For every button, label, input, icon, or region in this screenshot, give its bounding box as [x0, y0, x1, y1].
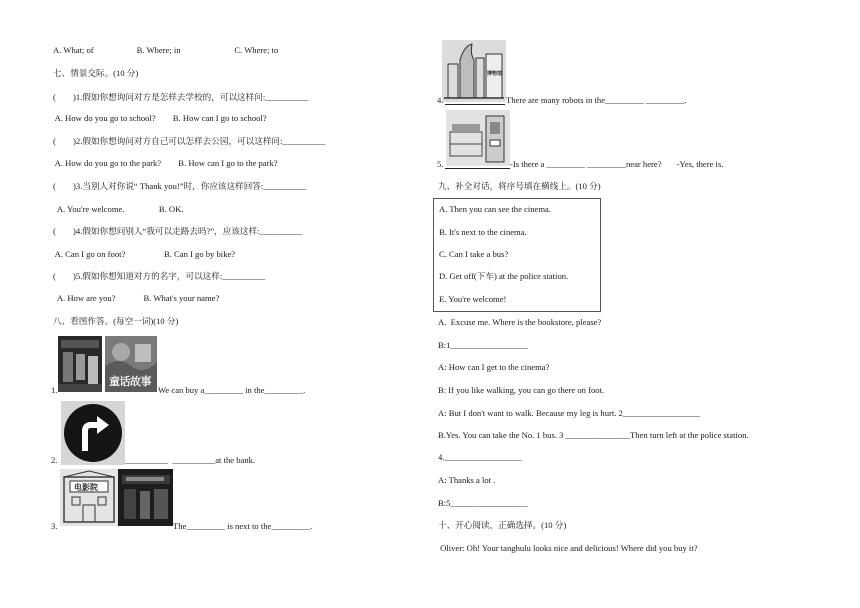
store-photo — [58, 336, 102, 392]
section7-title: 七、情景交际。(10 分) — [53, 68, 139, 78]
dialog-line-6: B.Yes. You can take the No. 1 bus. 3 _______________Then turn left at the police station. — [438, 430, 749, 440]
q7-4: ( )4.假如你想问别人“我可以走路去吗?”，应该这样:__________ — [53, 226, 303, 236]
q6-options: A. What; of B. Where; in C. Where; to — [53, 45, 279, 55]
dialog-line-4: B: If you like walking, you can go there on foot. — [438, 385, 605, 395]
dialog-line-8: A: Thanks a lot . — [438, 475, 496, 485]
dialog-line-1: A. Excuse me. Where is the bookstore, please? — [438, 317, 602, 327]
dialog-line-9: B:5__________________ — [438, 498, 528, 508]
picture-5-sentence: -Is there a _________ _________near here? -Yes, there is. — [510, 159, 724, 169]
option-a: A. Then you can see the cinema. — [439, 204, 551, 214]
turn-right-sign — [61, 401, 125, 465]
reading-line: Oliver: Oh! Your tanghulu looks nice and delicious! Where did you buy it? — [438, 543, 698, 553]
picture-5-blank — [445, 168, 510, 169]
dialog-line-5: A: But I don't want to walk. Because my leg is hurt. 2__________________ — [438, 408, 701, 418]
section10-title: 十、开心阅读，正确选择。(10 分) — [438, 520, 567, 530]
section9-title: 九、补全对话，将序号填在横线上。(10 分) — [438, 181, 601, 191]
q7-2: ( )2.假如你想询问对方自己可以怎样去公园，可以这样问:__________ — [53, 136, 326, 146]
picture-2-number: 2. — [51, 455, 58, 465]
picture-3-sentence: The_________ is next to the_________. — [173, 521, 313, 531]
option-d: D. Get off(下车) at the police station. — [439, 271, 569, 281]
q7-1-options: A. How do you go to school? B. How can I go to school? — [53, 113, 267, 123]
turn-right-arrow-icon — [61, 401, 125, 465]
dialog-line-7: 4.__________________ — [438, 452, 522, 462]
q7-1: ( )1.假如你想询问对方是怎样去学校的，可以这样问:__________ — [53, 92, 309, 102]
cinema-drawing — [60, 469, 118, 526]
q7-5-options: A. How are you? B. What's your name? — [53, 293, 220, 303]
picture-1-number: 1. — [51, 385, 58, 395]
q7-4-options: A. Can I go on foot? B. Can I go by bike? — [53, 249, 236, 259]
picture-1-sentence: We can buy a_________ in the_________. — [158, 385, 306, 395]
museum-drawing — [442, 40, 506, 102]
q7-3-options: A. You're welcome. B. OK. — [53, 204, 184, 214]
q7-2-options: A. How do you go to the park? B. How can I go to the park? — [53, 158, 278, 168]
option-c: C. Can I take a bus? — [439, 249, 509, 259]
dialog-line-2: B:1__________________ — [438, 340, 528, 350]
cinema-sign-label: 电影院 — [74, 483, 98, 492]
fairy-tale-book-photo — [105, 336, 157, 392]
picture-3-number: 3. — [51, 521, 58, 531]
section8-title: 八、看图作答。(每空一词)(10 分) — [53, 316, 179, 326]
q7-3: ( )3.当别人对你说“ Thank you!”时，你应该这样回答:__________ — [53, 181, 307, 191]
picture-4-sentence: There are many robots in the_________ _________. — [506, 95, 687, 105]
dialog-line-3: A: How can I get to the cinema? — [438, 362, 550, 372]
picture-4-blank — [445, 104, 505, 105]
book-title-caption: 童话故事 — [109, 375, 151, 388]
picture-5-number: 5. — [437, 159, 444, 169]
option-b: B. It's next to the cinema. — [439, 227, 527, 237]
option-e: E. You're welcome! — [439, 294, 507, 304]
picture-5-drawing — [446, 110, 510, 166]
bank-photo — [118, 469, 173, 526]
picture-2-sentence: __________ __________at the bank. — [125, 455, 256, 465]
q7-5: ( )5.假如你想知道对方的名字，可以这样:__________ — [53, 271, 266, 281]
museum-sign-label: 博物馆 — [487, 71, 503, 77]
picture-4-number: 4. — [437, 95, 444, 105]
